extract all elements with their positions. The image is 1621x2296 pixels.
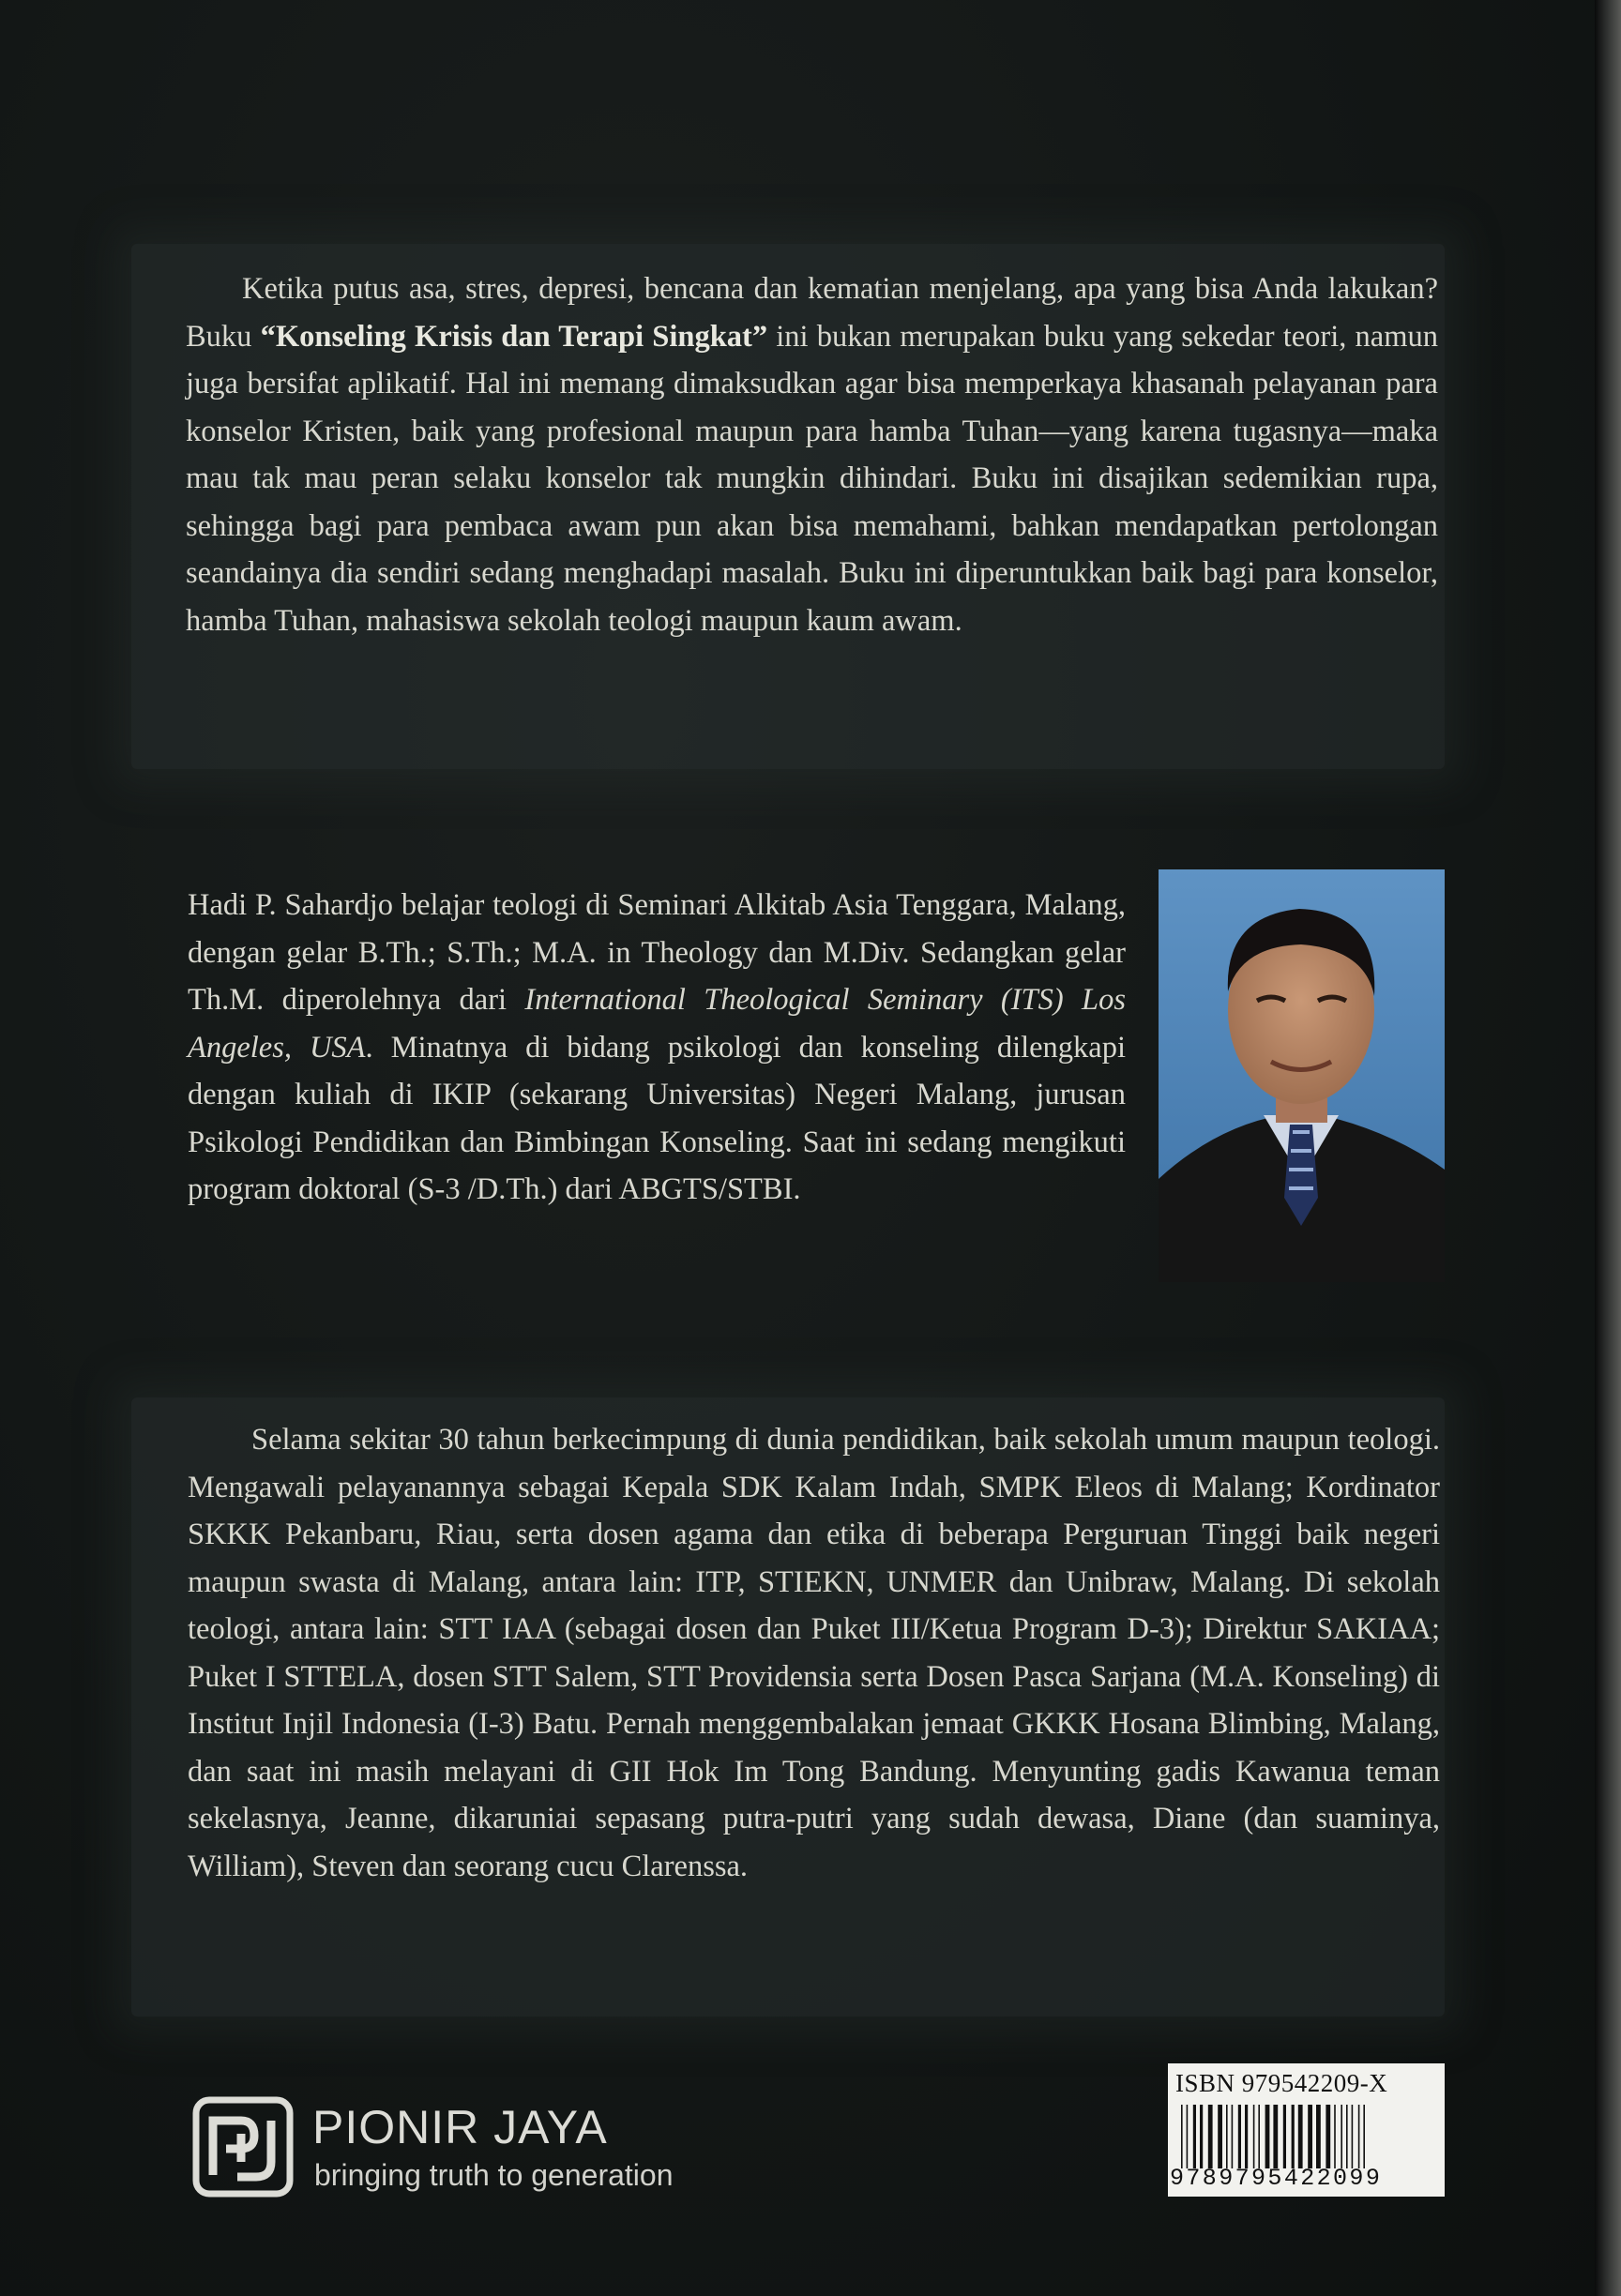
author-photo bbox=[1159, 869, 1445, 1282]
synopsis-part-1: Ketika putus asa, stres, depresi, bencana dan kematian menjelang, apa yang bisa Anda lakukan? Buku bbox=[186, 272, 1438, 354]
barcode-bar bbox=[1226, 2105, 1228, 2168]
barcode-bar bbox=[1265, 2105, 1270, 2168]
barcode-bar bbox=[1326, 2105, 1330, 2168]
barcode-bar bbox=[1238, 2105, 1241, 2168]
synopsis-text bbox=[186, 265, 1438, 644]
barcode-bar bbox=[1218, 2105, 1222, 2168]
barcode-bars bbox=[1177, 2105, 1435, 2168]
bio-part-1: Hadi P. Sahardjo belajar teologi di Seminari Alkitab Asia Tenggara, Malang, dengan gelar B.Th.; S.Th.; M.A. in Theology dan M.Div. Sedangkan gelar Th.M. diperolehnya dari bbox=[188, 888, 1126, 1017]
barcode-bar bbox=[1363, 2105, 1365, 2168]
barcode-bar bbox=[1358, 2105, 1360, 2168]
author-career bbox=[188, 1416, 1440, 1890]
pj-monogram-icon bbox=[192, 2096, 294, 2198]
barcode-bar bbox=[1253, 2105, 1255, 2168]
barcode-bar bbox=[1273, 2105, 1278, 2168]
barcode-bar bbox=[1232, 2105, 1234, 2168]
career-text: Selama sekitar 30 tahun berkecimpung di dunia pendidikan, baik sekolah umum maupun teologi. Mengawali pelayanannya sebagai Kepala SDK Kalam Indah, SMPK Eleos di Malang; Kordinator SKKK Pekanbaru, Riau, serta dosen agama dan etika di beberapa Perguruan Tinggi baik negeri maupun swasta di Malang, antara lain: ITP, STIEKN, UNMER dan Unibraw, Malang. Di sekolah teologi, antara lain: STT IAA (sebagai dosen dan Puket III/Ketua Program D-3); Direktur SAKIAA; Puket I STTELA, dosen STT Salem, STT Providensia serta Dosen Pasca Sarjana (M.A. Konseling) di Institut Injil Indonesia (I-3) Batu. Pernah menggembalakan jemaat GKKK Hosana Blimbing, Malang, dan saat ini masih melayani di GII Hok Im Tong Bandung. Menyunting gadis Kawanua teman sekelasnya, Jeanne, dikaruniai sepasang putra-putri yang sudah dewasa, Diane (dan suaminya, William), Steven dan seorang cucu Clarenssa. bbox=[188, 1423, 1440, 1883]
isbn-label: ISBN 979542209-X bbox=[1175, 2069, 1388, 2097]
author-bio bbox=[188, 882, 1126, 1214]
barcode-bar bbox=[1316, 2105, 1321, 2168]
isbn-barcode bbox=[1168, 2063, 1445, 2197]
bio-part-2: . Minatnya di bidang psikologi dan konseling dilengkapi dengan kuliah di IKIP (sekarang Universitas) Negeri Malang, jurusan Psikologi Pendidikan dan Bimbingan Konseling. Saat ini sedang mengikuti program doktoral (S-3 /D.Th.) dari ABGTS/STBI. bbox=[188, 1030, 1127, 1206]
barcode-bar bbox=[1258, 2105, 1260, 2168]
book-title: “Konseling Krisis dan Terapi Singkat” bbox=[260, 319, 768, 354]
barcode-bar bbox=[1181, 2105, 1183, 2168]
barcode-bar bbox=[1352, 2105, 1354, 2168]
barcode-bar bbox=[1298, 2105, 1303, 2168]
barcode-bar bbox=[1193, 2105, 1196, 2168]
barcode-bar bbox=[1187, 2105, 1189, 2168]
publisher-tagline: bringing truth to generation bbox=[314, 2158, 674, 2192]
barcode-digits: 9789795422099 bbox=[1170, 2165, 1383, 2192]
barcode-bar bbox=[1208, 2105, 1213, 2168]
bio-institution: International Theological Seminary (ITS) Los Angeles, USA bbox=[188, 983, 1126, 1065]
barcode-bar bbox=[1341, 2105, 1342, 2168]
synopsis-part-2: ini bukan merupakan buku yang sekedar teori, namun juga bersifat aplikatif. Hal ini memang dimaksudkan agar bisa memperkaya khasanah pelayanan para konselor Kristen, baik yang profesional maupun para hamba Tuhan—yang karena tugasnya—maka mau tak mau peran selaku konselor tak mungkin dihindari. Buku ini disajikan sedemikian rupa, sehingga bagi para pembaca awam pun akan bisa memahami, bahkan mendapatkan pertolongan seandainya dia sendiri sedang menghadapi masalah. Buku ini diperuntukkan baik bagi para konselor, hamba Tuhan, mahasiswa sekolah teologi maupun kaum awam. bbox=[186, 319, 1438, 638]
barcode-bar bbox=[1292, 2105, 1295, 2168]
barcode-bar bbox=[1245, 2105, 1248, 2168]
publisher-brand bbox=[192, 2096, 718, 2199]
publisher-name: PIONIR JAYA bbox=[312, 2101, 608, 2153]
cover-edge bbox=[1595, 0, 1621, 2296]
barcode-bar bbox=[1334, 2105, 1336, 2168]
barcode-bar bbox=[1283, 2105, 1286, 2168]
barcode-bar bbox=[1308, 2105, 1312, 2168]
barcode-bar bbox=[1200, 2105, 1203, 2168]
barcode-bar bbox=[1346, 2105, 1348, 2168]
